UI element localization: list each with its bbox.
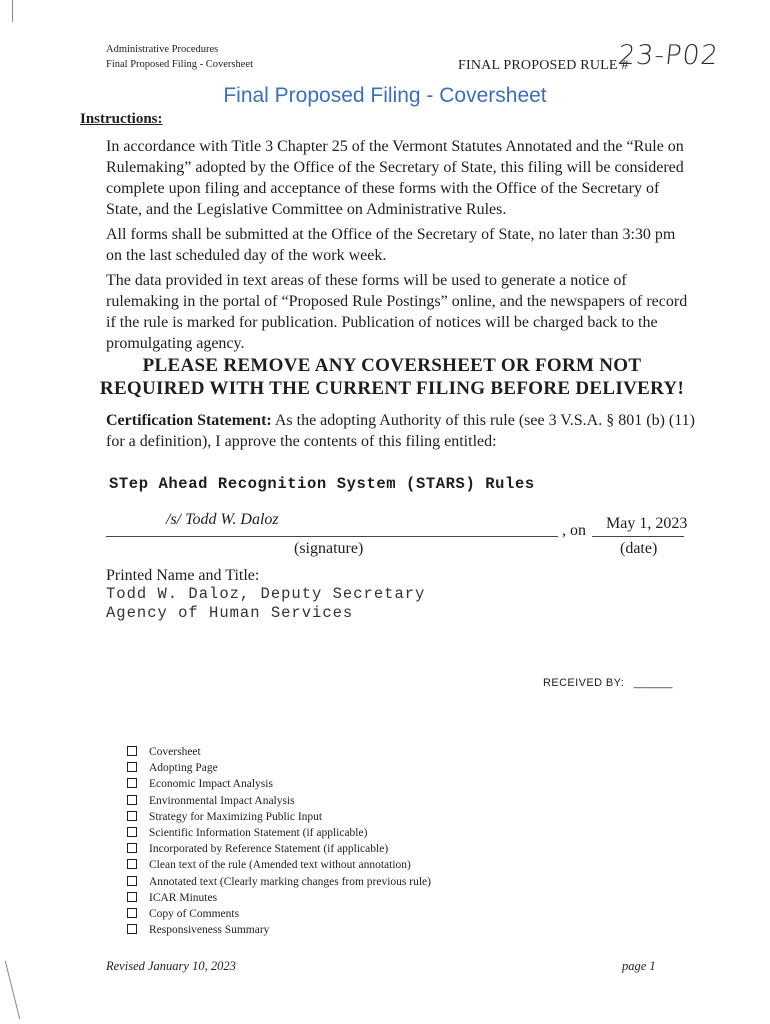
- received-by-value: ______: [633, 677, 673, 689]
- checkbox-icon[interactable]: [127, 762, 137, 772]
- checklist-item[interactable]: [127, 906, 431, 922]
- checklist-item-label: Annotated text (Clearly marking changes from previous rule): [149, 875, 431, 888]
- checklist-item[interactable]: [127, 793, 431, 809]
- checklist-item-label: Environmental Impact Analysis: [149, 794, 295, 807]
- checklist-item-label: Economic Impact Analysis: [149, 778, 273, 791]
- checkbox-icon[interactable]: [127, 892, 137, 902]
- rule-title: STep Ahead Recognition System (STARS) Rules: [109, 475, 535, 493]
- final-rule-label: FINAL PROPOSED RULE #: [458, 58, 629, 73]
- removal-warning: PLEASE REMOVE ANY COVERSHEET OR FORM NOT REQUIRED WITH THE CURRENT FILING BEFORE DELIVERY!: [99, 355, 685, 399]
- header-line-1: Administrative Procedures: [106, 44, 219, 55]
- instructions-paragraph: In accordance with Title 3 Chapter 25 of the Vermont Statutes Annotated and the “Rule on Rulemaking” adopted by the Office of the Secretary of State, this filing will be considered complete upon filing and acceptance of these forms with the Office of the Secretary of State, and the Legislative Committee on Administrative Rules.: [106, 138, 684, 218]
- checklist-item-label: Adopting Page: [149, 762, 218, 775]
- checklist-item[interactable]: [127, 744, 431, 760]
- date-line: [592, 536, 684, 537]
- page-title: Final Proposed Filing - Coversheet: [223, 84, 547, 107]
- checklist-item-label: Clean text of the rule (Amended text without annotation): [149, 859, 411, 872]
- scan-edge-mark-top: [12, 0, 13, 22]
- instructions-label: Instructions:: [80, 111, 163, 127]
- checklist-item-label: Responsiveness Summary: [149, 924, 270, 937]
- checkbox-icon[interactable]: [127, 795, 137, 805]
- checklist-item-label: Copy of Comments: [149, 907, 240, 920]
- checklist-item-label: Scientific Information Statement (if applicable): [149, 826, 368, 839]
- checklist-item[interactable]: [127, 922, 431, 938]
- signature-line: [106, 536, 558, 537]
- checkbox-icon[interactable]: [127, 778, 137, 788]
- checkbox-icon[interactable]: [127, 876, 137, 886]
- certification-text: As the adopting Authority of this rule (see 3 V.S.A. § 801 (b) (11) for a definition), I approve the contents of this filing entitled:: [106, 412, 695, 450]
- printed-name-line: Todd W. Daloz, Deputy Secretary: [106, 585, 426, 603]
- date-caption: (date): [620, 540, 658, 557]
- scan-edge-mark-bottom: [5, 961, 20, 1019]
- certification-label: Certification Statement:: [106, 412, 272, 429]
- checklist-item[interactable]: [127, 776, 431, 792]
- revision-date: Revised January 10, 2023: [106, 959, 236, 973]
- checklist-item[interactable]: [127, 874, 431, 890]
- rule-number-handwritten: 23-P02: [616, 40, 721, 71]
- checkbox-icon[interactable]: [127, 811, 137, 821]
- checklist-item[interactable]: [127, 809, 431, 825]
- form-checklist: [127, 744, 431, 938]
- printed-title-line: Agency of Human Services: [106, 604, 354, 622]
- checklist-item-label: Strategy for Maximizing Public Input: [149, 810, 323, 823]
- checkbox-icon[interactable]: [127, 924, 137, 934]
- signature-caption: (signature): [294, 540, 364, 557]
- checklist-item[interactable]: [127, 841, 431, 857]
- checklist-item[interactable]: [127, 825, 431, 841]
- checklist-item-label: ICAR Minutes: [149, 891, 218, 904]
- received-by: [543, 677, 673, 689]
- checklist-item[interactable]: [127, 857, 431, 873]
- checkbox-icon[interactable]: [127, 843, 137, 853]
- checklist-item-label: Incorporated by Reference Statement (if applicable): [149, 843, 389, 856]
- checkbox-icon[interactable]: [127, 908, 137, 918]
- certification-statement: [106, 410, 696, 452]
- instructions-body: [106, 136, 691, 358]
- instructions-paragraph: All forms shall be submitted at the Office of the Secretary of State, no later than 3:30 pm on the last scheduled day of the work week.: [106, 226, 676, 264]
- signature-date: May 1, 2023: [606, 515, 688, 532]
- page-number: page 1: [622, 959, 656, 973]
- checklist-item-label: Coversheet: [149, 746, 201, 758]
- signed-name: /s/ Todd W. Daloz: [166, 511, 279, 528]
- checkbox-icon[interactable]: [127, 859, 137, 869]
- checklist-item[interactable]: [127, 890, 431, 906]
- on-label: , on: [562, 522, 586, 539]
- checkbox-icon[interactable]: [127, 746, 137, 756]
- checklist-item[interactable]: [127, 760, 431, 776]
- header-line-2: Final Proposed Filing - Coversheet: [106, 59, 253, 70]
- printed-name-label: Printed Name and Title:: [106, 567, 260, 584]
- checkbox-icon[interactable]: [127, 827, 137, 837]
- instructions-paragraph: The data provided in text areas of these forms will be used to generate a notice of rulemaking in the portal of “Proposed Rule Postings” online, and the newspapers of record if the rule is marked for publication. Publication of notices will be charged back to the promulgating agency.: [106, 272, 688, 352]
- received-by-label: RECEIVED BY:: [543, 677, 625, 689]
